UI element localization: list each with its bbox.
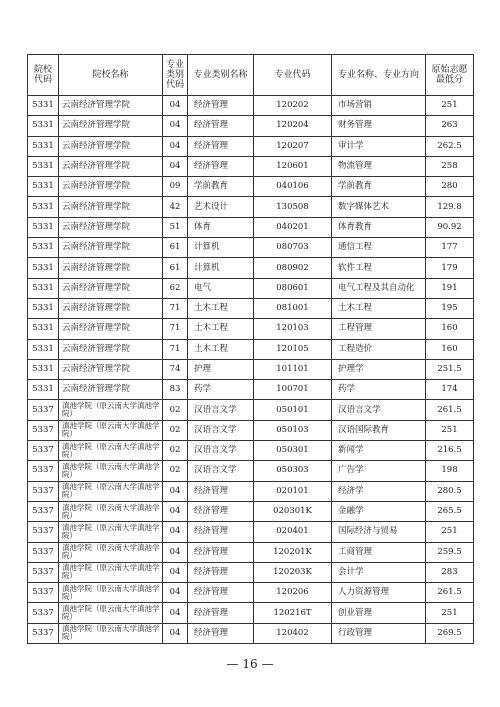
cell-category-name: 经济管理 xyxy=(188,623,254,643)
cell-school-code: 5331 xyxy=(28,96,59,116)
cell-school-name: 滇池学院（原云南大学滇池学院） xyxy=(59,420,163,440)
table-row xyxy=(28,136,474,156)
cell-major-name: 汉语言文学 xyxy=(332,400,426,420)
cell-school-name: 滇池学院（原云南大学滇池学院） xyxy=(59,562,163,582)
table-row xyxy=(28,420,474,440)
cell-major-name: 汉语国际教育 xyxy=(332,420,426,440)
cell-category-name: 汉语言文学 xyxy=(188,441,254,461)
header-min-score: 原始志愿 最低分 xyxy=(426,55,474,96)
cell-major-name: 软件工程 xyxy=(332,258,426,278)
cell-school-code: 5337 xyxy=(28,481,59,501)
cell-min-score: 160 xyxy=(426,319,474,339)
cell-school-name: 滇池学院（原云南大学滇池学院） xyxy=(59,501,163,521)
cell-school-code: 5331 xyxy=(28,319,59,339)
table-row xyxy=(28,197,474,217)
cell-major-name: 财务管理 xyxy=(332,116,426,136)
cell-category-code: 83 xyxy=(163,380,188,400)
header-school-name: 院校名称 xyxy=(59,55,163,96)
cell-major-code: 080703 xyxy=(254,238,332,258)
cell-major-code: 050103 xyxy=(254,420,332,440)
cell-major-code: 020401 xyxy=(254,522,332,542)
cell-category-code: 04 xyxy=(163,603,188,623)
table-row xyxy=(28,603,474,623)
cell-school-code: 5337 xyxy=(28,461,59,481)
cell-category-name: 经济管理 xyxy=(188,522,254,542)
cell-category-name: 经济管理 xyxy=(188,583,254,603)
cell-major-code: 120203K xyxy=(254,562,332,582)
cell-category-name: 经济管理 xyxy=(188,603,254,623)
cell-major-code: 040106 xyxy=(254,177,332,197)
cell-category-name: 经济管理 xyxy=(188,116,254,136)
table-row xyxy=(28,278,474,298)
table-body xyxy=(28,96,474,644)
cell-category-code: 04 xyxy=(163,96,188,116)
cell-school-name: 滇池学院（原云南大学滇池学院） xyxy=(59,542,163,562)
cell-major-name: 电气工程及其自动化 xyxy=(332,278,426,298)
cell-major-name: 工商管理 xyxy=(332,542,426,562)
cell-school-code: 5331 xyxy=(28,197,59,217)
cell-min-score: 195 xyxy=(426,298,474,318)
header-major-name: 专业名称、专业方向 xyxy=(332,55,426,96)
cell-min-score: 90.92 xyxy=(426,217,474,237)
cell-school-code: 5331 xyxy=(28,136,59,156)
cell-category-code: 04 xyxy=(163,522,188,542)
cell-min-score: 198 xyxy=(426,461,474,481)
table-row xyxy=(28,319,474,339)
cell-major-code: 120105 xyxy=(254,339,332,359)
cell-category-code: 04 xyxy=(163,542,188,562)
cell-category-code: 62 xyxy=(163,278,188,298)
cell-major-code: 120204 xyxy=(254,116,332,136)
cell-min-score: 269.5 xyxy=(426,623,474,643)
cell-school-name: 云南经济管理学院 xyxy=(59,197,163,217)
cell-school-name: 云南经济管理学院 xyxy=(59,319,163,339)
cell-school-code: 5337 xyxy=(28,562,59,582)
cell-school-code: 5337 xyxy=(28,400,59,420)
cell-school-name: 云南经济管理学院 xyxy=(59,238,163,258)
cell-min-score: 129.8 xyxy=(426,197,474,217)
cell-min-score: 258 xyxy=(426,156,474,176)
cell-category-code: 02 xyxy=(163,420,188,440)
cell-category-code: 51 xyxy=(163,217,188,237)
table-row xyxy=(28,380,474,400)
cell-min-score: 251 xyxy=(426,522,474,542)
cell-school-name: 滇池学院（原云南大学滇池学院） xyxy=(59,481,163,501)
cell-school-name: 云南经济管理学院 xyxy=(59,177,163,197)
cell-school-name: 云南经济管理学院 xyxy=(59,116,163,136)
cell-major-code: 020301K xyxy=(254,501,332,521)
cell-major-name: 市场营销 xyxy=(332,96,426,116)
cell-school-code: 5331 xyxy=(28,217,59,237)
admission-score-table xyxy=(27,54,474,644)
cell-major-name: 通信工程 xyxy=(332,238,426,258)
cell-school-code: 5337 xyxy=(28,623,59,643)
cell-school-code: 5331 xyxy=(28,177,59,197)
cell-min-score: 216.5 xyxy=(426,441,474,461)
table-row xyxy=(28,238,474,258)
cell-major-name: 护理学 xyxy=(332,359,426,379)
cell-major-code: 080902 xyxy=(254,258,332,278)
cell-min-score: 251 xyxy=(426,420,474,440)
cell-category-code: 04 xyxy=(163,623,188,643)
cell-major-name: 数字媒体艺术 xyxy=(332,197,426,217)
cell-category-name: 经济管理 xyxy=(188,501,254,521)
cell-category-code: 71 xyxy=(163,319,188,339)
cell-min-score: 160 xyxy=(426,339,474,359)
table-row xyxy=(28,156,474,176)
cell-school-name: 滇池学院（原云南大学滇池学院） xyxy=(59,400,163,420)
cell-school-name: 滇池学院（原云南大学滇池学院） xyxy=(59,461,163,481)
cell-school-name: 云南经济管理学院 xyxy=(59,380,163,400)
table-row xyxy=(28,217,474,237)
header-row xyxy=(28,55,474,96)
cell-min-score: 280 xyxy=(426,177,474,197)
cell-major-name: 会计学 xyxy=(332,562,426,582)
cell-major-code: 120207 xyxy=(254,136,332,156)
header-category-name: 专业类别名称 xyxy=(188,55,254,96)
cell-category-code: 04 xyxy=(163,481,188,501)
cell-school-name: 云南经济管理学院 xyxy=(59,96,163,116)
cell-min-score: 259.5 xyxy=(426,542,474,562)
cell-category-code: 09 xyxy=(163,177,188,197)
cell-major-name: 工程造价 xyxy=(332,339,426,359)
cell-major-code: 020101 xyxy=(254,481,332,501)
cell-school-code: 5331 xyxy=(28,156,59,176)
table-row xyxy=(28,96,474,116)
cell-major-name: 药学 xyxy=(332,380,426,400)
header-category-code: 专业 类别 代码 xyxy=(163,55,188,96)
cell-major-code: 120201K xyxy=(254,542,332,562)
cell-major-code: 050101 xyxy=(254,400,332,420)
cell-school-code: 5337 xyxy=(28,603,59,623)
cell-category-code: 02 xyxy=(163,400,188,420)
table-row xyxy=(28,542,474,562)
cell-major-code: 120402 xyxy=(254,623,332,643)
cell-category-name: 经济管理 xyxy=(188,562,254,582)
cell-category-name: 艺术设计 xyxy=(188,197,254,217)
cell-category-code: 42 xyxy=(163,197,188,217)
cell-major-code: 040201 xyxy=(254,217,332,237)
cell-major-code: 120103 xyxy=(254,319,332,339)
cell-category-name: 经济管理 xyxy=(188,481,254,501)
table-row xyxy=(28,441,474,461)
cell-category-name: 电气 xyxy=(188,278,254,298)
cell-category-name: 土木工程 xyxy=(188,339,254,359)
cell-school-code: 5331 xyxy=(28,278,59,298)
cell-school-code: 5337 xyxy=(28,522,59,542)
table-header xyxy=(28,55,474,96)
cell-major-code: 050303 xyxy=(254,461,332,481)
cell-category-code: 74 xyxy=(163,359,188,379)
cell-school-code: 5331 xyxy=(28,258,59,278)
cell-min-score: 262.5 xyxy=(426,136,474,156)
cell-min-score: 283 xyxy=(426,562,474,582)
cell-min-score: 174 xyxy=(426,380,474,400)
cell-category-code: 04 xyxy=(163,136,188,156)
cell-min-score: 251 xyxy=(426,603,474,623)
cell-school-code: 5331 xyxy=(28,380,59,400)
cell-min-score: 261.5 xyxy=(426,583,474,603)
cell-category-name: 经济管理 xyxy=(188,156,254,176)
cell-school-code: 5337 xyxy=(28,420,59,440)
cell-category-code: 71 xyxy=(163,339,188,359)
cell-major-name: 金融学 xyxy=(332,501,426,521)
cell-major-code: 081001 xyxy=(254,298,332,318)
cell-school-name: 云南经济管理学院 xyxy=(59,339,163,359)
cell-school-name: 滇池学院（原云南大学滇池学院） xyxy=(59,583,163,603)
cell-category-code: 61 xyxy=(163,258,188,278)
table-row xyxy=(28,258,474,278)
cell-category-name: 经济管理 xyxy=(188,136,254,156)
cell-min-score: 280.5 xyxy=(426,481,474,501)
cell-major-code: 120601 xyxy=(254,156,332,176)
cell-major-name: 国际经济与贸易 xyxy=(332,522,426,542)
cell-major-name: 物流管理 xyxy=(332,156,426,176)
cell-min-score: 179 xyxy=(426,258,474,278)
cell-major-name: 行政管理 xyxy=(332,623,426,643)
cell-category-name: 学前教育 xyxy=(188,177,254,197)
cell-min-score: 265.5 xyxy=(426,501,474,521)
header-school-code: 院校 代码 xyxy=(28,55,59,96)
cell-min-score: 191 xyxy=(426,278,474,298)
cell-category-name: 土木工程 xyxy=(188,319,254,339)
cell-major-name: 工程管理 xyxy=(332,319,426,339)
cell-school-name: 云南经济管理学院 xyxy=(59,258,163,278)
cell-major-code: 120216T xyxy=(254,603,332,623)
table-row xyxy=(28,501,474,521)
table-row xyxy=(28,116,474,136)
table-row xyxy=(28,583,474,603)
cell-category-name: 汉语言文学 xyxy=(188,400,254,420)
cell-category-code: 61 xyxy=(163,238,188,258)
cell-major-code: 101101 xyxy=(254,359,332,379)
cell-category-name: 经济管理 xyxy=(188,96,254,116)
cell-major-name: 人力资源管理 xyxy=(332,583,426,603)
page-number: — 16 — xyxy=(226,657,274,671)
cell-major-name: 审计学 xyxy=(332,136,426,156)
cell-school-code: 5331 xyxy=(28,298,59,318)
cell-school-code: 5337 xyxy=(28,501,59,521)
table-row xyxy=(28,481,474,501)
cell-school-name: 云南经济管理学院 xyxy=(59,217,163,237)
cell-category-code: 04 xyxy=(163,116,188,136)
cell-category-name: 汉语言文学 xyxy=(188,461,254,481)
cell-min-score: 263 xyxy=(426,116,474,136)
cell-category-name: 药学 xyxy=(188,380,254,400)
cell-major-name: 创业管理 xyxy=(332,603,426,623)
cell-school-name: 滇池学院（原云南大学滇池学院） xyxy=(59,623,163,643)
cell-school-name: 云南经济管理学院 xyxy=(59,359,163,379)
cell-category-name: 护理 xyxy=(188,359,254,379)
cell-major-name: 经济学 xyxy=(332,481,426,501)
cell-min-score: 251 xyxy=(426,96,474,116)
cell-min-score: 261.5 xyxy=(426,400,474,420)
table-row xyxy=(28,562,474,582)
cell-major-name: 体育教育 xyxy=(332,217,426,237)
cell-category-name: 土木工程 xyxy=(188,298,254,318)
cell-school-name: 滇池学院（原云南大学滇池学院） xyxy=(59,441,163,461)
cell-category-name: 经济管理 xyxy=(188,542,254,562)
cell-major-code: 120206 xyxy=(254,583,332,603)
cell-school-code: 5331 xyxy=(28,116,59,136)
cell-category-code: 71 xyxy=(163,298,188,318)
cell-school-name: 滇池学院（原云南大学滇池学院） xyxy=(59,522,163,542)
cell-school-code: 5337 xyxy=(28,583,59,603)
cell-major-code: 120202 xyxy=(254,96,332,116)
cell-school-name: 云南经济管理学院 xyxy=(59,298,163,318)
cell-school-name: 云南经济管理学院 xyxy=(59,156,163,176)
cell-category-code: 04 xyxy=(163,501,188,521)
cell-major-code: 130508 xyxy=(254,197,332,217)
table-row xyxy=(28,177,474,197)
cell-school-code: 5331 xyxy=(28,238,59,258)
cell-major-name: 学前教育 xyxy=(332,177,426,197)
cell-category-code: 04 xyxy=(163,562,188,582)
cell-min-score: 177 xyxy=(426,238,474,258)
table-row xyxy=(28,623,474,643)
cell-category-code: 02 xyxy=(163,461,188,481)
header-major-code: 专业代码 xyxy=(254,55,332,96)
table-row xyxy=(28,298,474,318)
cell-category-name: 计算机 xyxy=(188,238,254,258)
cell-category-code: 04 xyxy=(163,156,188,176)
cell-school-code: 5337 xyxy=(28,441,59,461)
cell-category-code: 04 xyxy=(163,583,188,603)
cell-major-name: 新闻学 xyxy=(332,441,426,461)
cell-category-name: 计算机 xyxy=(188,258,254,278)
cell-school-code: 5331 xyxy=(28,359,59,379)
table-row xyxy=(28,522,474,542)
cell-category-name: 汉语言文学 xyxy=(188,420,254,440)
cell-category-code: 02 xyxy=(163,441,188,461)
table-row xyxy=(28,400,474,420)
cell-school-name: 云南经济管理学院 xyxy=(59,136,163,156)
cell-school-code: 5337 xyxy=(28,542,59,562)
cell-major-name: 广告学 xyxy=(332,461,426,481)
cell-major-name: 土木工程 xyxy=(332,298,426,318)
cell-school-name: 滇池学院（原云南大学滇池学院） xyxy=(59,603,163,623)
cell-major-code: 100701 xyxy=(254,380,332,400)
cell-category-name: 体育 xyxy=(188,217,254,237)
cell-school-name: 云南经济管理学院 xyxy=(59,278,163,298)
cell-major-code: 050301 xyxy=(254,441,332,461)
cell-min-score: 251.5 xyxy=(426,359,474,379)
table-row xyxy=(28,461,474,481)
table-row xyxy=(28,339,474,359)
cell-major-code: 080601 xyxy=(254,278,332,298)
table-row xyxy=(28,359,474,379)
cell-school-code: 5331 xyxy=(28,339,59,359)
